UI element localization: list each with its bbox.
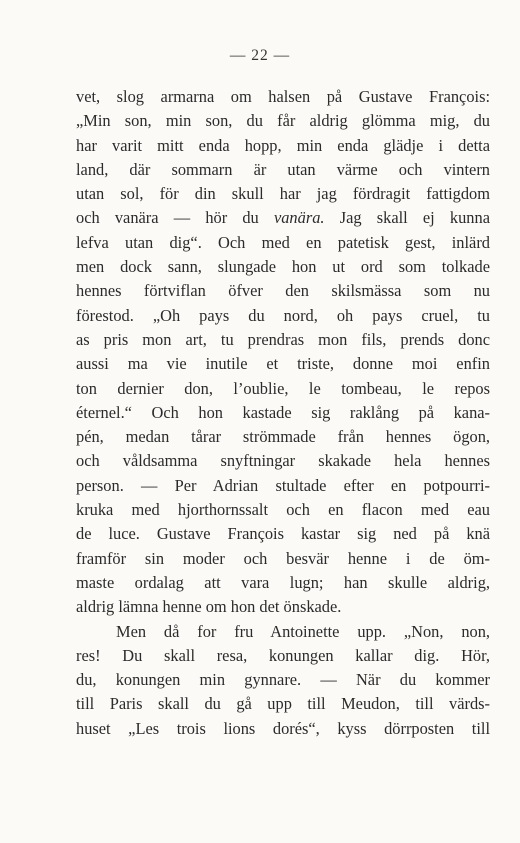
text-line: men dock sann, slungade hon ut ord som tolkade: [76, 257, 490, 277]
text-line: kruka med hjorthornssalt och en flacon med eau: [76, 500, 490, 520]
text-line: maste ordalag att vara lugn; han skulle aldrig,: [76, 572, 490, 592]
text-line: huset „Les trois lions dorés“, kyss dörrposten till: [76, 718, 490, 738]
text-line: utan sol, för din skull har jag fördragit fattigdom: [76, 184, 490, 204]
text-segment: Jag skall ej kunna: [324, 208, 490, 228]
text-line: as pris mon art, tu prendras mon fils, prends donc: [76, 329, 490, 349]
text-line-with-italic: [76, 206, 490, 230]
text-line: de luce. Gustave François kastar sig ned på knä: [76, 524, 490, 544]
text-line: aussi ma vie inutile et triste, donne moi enfin: [76, 354, 490, 374]
text-line: aldrig lämna henne om hon det önskade.: [76, 597, 342, 617]
text-line: land, där sommarn är utan värme och vintern: [76, 159, 490, 179]
text-line: förestod. „Oh pays du nord, oh pays cruel, tu: [76, 305, 490, 325]
text-line: lefva utan dig“. Och med en patetisk gest, inlärd: [76, 232, 490, 252]
text-line: Men då for fru Antoinette upp. „Non, non,: [116, 621, 490, 641]
text-line: pén, medan tårar strömmade från hennes ögon,: [76, 427, 490, 447]
text-line: ton dernier don, l’oublie, le tombeau, le repos: [76, 378, 490, 398]
text-segment: och vanära — hör du: [76, 208, 274, 228]
text-line: „Min son, min son, du får aldrig glömma mig, du: [76, 111, 490, 131]
text-line: éternel.“ Och hon kastade sig raklång på kana-: [76, 402, 490, 422]
text-line: framför sin moder och besvär henne i de öm-: [76, 548, 490, 568]
text-line: hennes förtviflan öfver den skilsmässa som nu: [76, 281, 490, 301]
page-number: — 22 —: [229, 47, 291, 64]
text-line: res! Du skall resa, konungen kallar dig. Hör,: [76, 645, 490, 665]
text-line: och våldsamma snyftningar skakade hela hennes: [76, 451, 490, 471]
text-line: du, konungen min gynnare. — När du kommer: [76, 670, 490, 690]
italic-word: vanära.: [273, 208, 325, 228]
text-line: vet, slog armarna om halsen på Gustave François:: [76, 87, 490, 106]
text-line: till Paris skall du gå upp till Meudon, till värds-: [76, 694, 490, 714]
body-text: [76, 85, 490, 741]
text-line: har varit mitt enda hopp, min enda glädje i detta: [76, 135, 490, 155]
text-line: person. — Per Adrian stultade efter en potpourri-: [76, 475, 490, 495]
